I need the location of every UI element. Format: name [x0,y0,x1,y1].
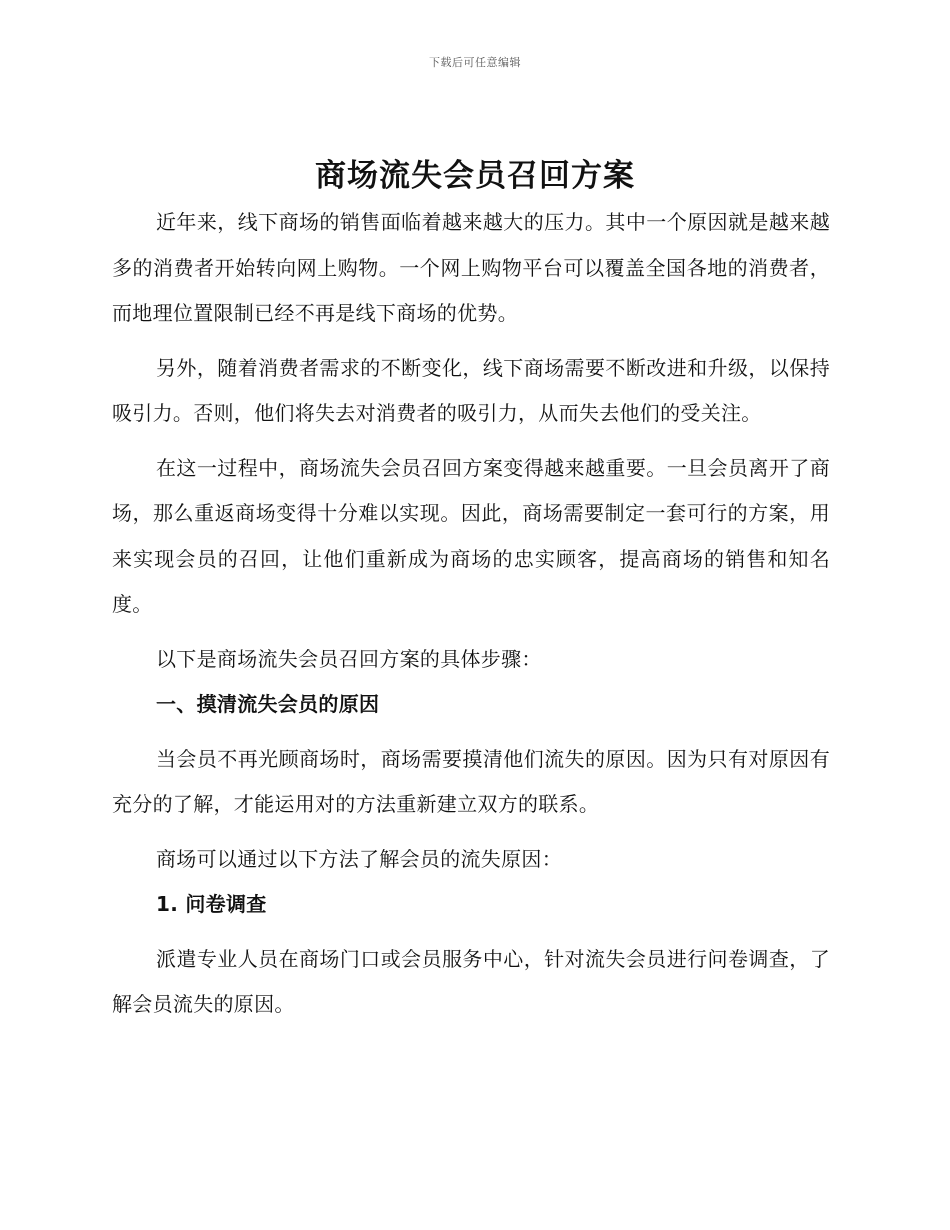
subheading-survey: 1. 问卷调查 [156,892,267,916]
paragraph-reasons: 当会员不再光顾商场时，商场需要摸清他们流失的原因。因为只有对原因有充分的了解，才能运用对的方法重新建立双方的联系。 [112,746,830,816]
paragraph-methods-intro: 商场可以通过以下方法了解会员的流失原因： [156,846,562,871]
paragraph-intro: 近年来，线下商场的销售面临着越来越大的压力。其中一个原因就是越来越多的消费者开始转向网上购物。一个网上购物平台可以覆盖全国各地的消费者，而地理位置限制已经不再是线下商场的优势。 [112,210,830,325]
paragraph-change: 另外，随着消费者需求的不断变化，线下商场需要不断改进和升级，以保持吸引力。否则，他们将失去对消费者的吸引力，从而失去他们的受关注。 [112,355,830,425]
paragraph-steps-intro: 以下是商场流失会员召回方案的具体步骤： [156,646,542,671]
document-title: 商场流失会员召回方案 [315,158,635,194]
paragraph-importance: 在这一过程中，商场流失会员召回方案变得越来越重要。一旦会员离开了商场，那么重返商场变得十分难以实现。因此，商场需要制定一套可行的方案，用来实现会员的召回，让他们重新成为商场的忠实顾客，提高商场的销售和知名度。 [112,455,830,616]
section-heading-reasons: 一、摸清流失会员的原因 [156,692,380,716]
document-body [112,200,830,1028]
paragraph-survey: 派遣专业人员在商场门口或会员服务中心，针对流失会员进行问卷调查，了解会员流失的原因。 [112,946,830,1016]
header-note: 下载后可任意编辑 [429,56,521,69]
